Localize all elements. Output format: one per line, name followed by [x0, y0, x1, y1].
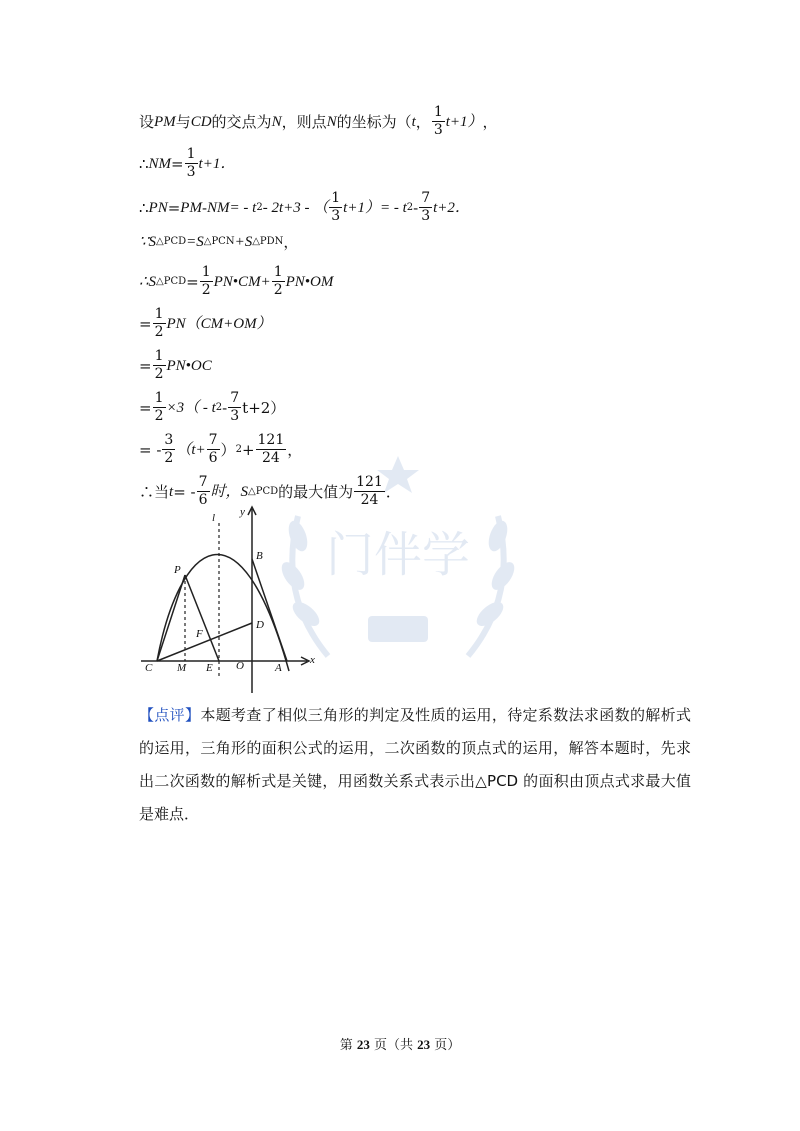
subscript: △PDN [252, 236, 284, 247]
text: （t+ [176, 441, 206, 458]
label-c: C [145, 662, 153, 674]
text: ∵S [139, 234, 157, 250]
page-number: 23 [356, 1037, 370, 1052]
text: 时，S [210, 483, 249, 500]
line-nm [139, 146, 235, 181]
fraction: $\frac{7}{6}$ [208, 432, 218, 466]
subscript: △PCD [156, 236, 187, 247]
label-y: y [240, 506, 245, 518]
page-footer [0, 1034, 800, 1053]
fraction: $\frac{121}{24}$ [257, 432, 285, 466]
text: ， [287, 440, 303, 459]
text: - 2t+3 - （ [262, 199, 329, 216]
text: t+2． [433, 199, 470, 216]
total-pages: 23 [417, 1037, 431, 1052]
line-pn [139, 190, 470, 225]
text: 的坐标为（ [336, 112, 412, 131]
text: = - t [229, 199, 257, 216]
comment-body: 本题考查了相似三角形的判定及性质的运用，待定系数法求函数的解析式的运用，三角形的面积公式的运用，二次函数的顶点式的运用，解答本题时，先求出二次函数的解析式是关键，用函数关系式表示出△PCD 的面积由顶点式求最大值是难点． [139, 706, 691, 823]
var-cd: CD [190, 113, 212, 130]
text: PN•OC [166, 357, 212, 374]
text: = [139, 398, 152, 417]
exponent: 2 [235, 443, 242, 455]
text: t+2） [242, 398, 286, 417]
footer-text: 页） [430, 1038, 461, 1053]
fraction: $\frac{1}{2}$ [273, 264, 283, 298]
text: - [413, 198, 419, 217]
var-nm: NM [148, 155, 172, 172]
text: 与 [175, 112, 191, 131]
segment-cd [157, 623, 252, 661]
var-t: t [169, 483, 174, 500]
segment-pc [157, 575, 185, 661]
text: = [171, 154, 184, 173]
text: - [222, 398, 228, 417]
text: t+1）= - t [343, 199, 407, 216]
text: + [241, 440, 255, 459]
fraction: $\frac{7}{3}$ [230, 390, 240, 424]
fraction: $\frac{1}{3}$ [331, 190, 341, 224]
var-nm: NM [207, 199, 230, 216]
fraction: $\frac{1}{2}$ [154, 348, 164, 382]
text: ∴当 [139, 482, 170, 501]
fraction: $\frac{7}{3}$ [421, 190, 431, 224]
text: PN（CM+OM） [166, 315, 272, 332]
fraction: $\frac{7}{6}$ [198, 474, 208, 508]
text: ） [220, 440, 236, 459]
footer-text: 页（共 [369, 1038, 418, 1053]
exponent: 2 [406, 201, 414, 213]
segment-ba [252, 559, 287, 661]
var-pm: PM [180, 199, 202, 216]
label-o: O [236, 660, 244, 672]
text: t+1． [198, 155, 236, 172]
text: ， [482, 112, 498, 131]
var-t: t [411, 113, 416, 130]
var-n: N [271, 113, 282, 130]
text: ． [385, 482, 401, 501]
comment-tag: 【点评】 [139, 706, 201, 724]
text: ，则点 [281, 112, 327, 131]
exponent: 2 [215, 401, 223, 413]
fraction: $\frac{1}{2}$ [201, 264, 211, 298]
subscript: △PCD [156, 275, 187, 287]
text: 的最大值为 [278, 482, 354, 501]
label-a: A [275, 662, 282, 674]
label-l: l [212, 512, 216, 524]
fraction: $\frac{1}{3}$ [433, 104, 443, 138]
exponent: 2 [256, 201, 263, 213]
fraction: $\frac{121}{24}$ [356, 474, 383, 508]
label-e: E [206, 662, 213, 674]
text: = [167, 198, 181, 217]
line-area-sum [139, 232, 298, 252]
parabola-figure [139, 503, 329, 698]
text: = - [173, 482, 196, 501]
label-p: P [174, 564, 181, 576]
line-step-3 [139, 390, 285, 425]
label-b: B [256, 550, 263, 562]
var-pm: PM [154, 113, 176, 130]
text: = - [139, 440, 162, 459]
text: = [186, 272, 199, 291]
label-d: D [256, 619, 264, 631]
text: PN•OM [285, 273, 334, 290]
text: = [139, 314, 152, 333]
text: - [201, 198, 208, 217]
text: ×3（ - t [166, 399, 216, 416]
text: PN•CM+ [213, 273, 271, 290]
text: ∴ [139, 154, 149, 173]
line-vertex-form [139, 432, 302, 467]
line-coordinate-n [139, 104, 498, 139]
text: ， [415, 112, 431, 131]
var-pn: PN [148, 199, 168, 216]
line-area-formula [139, 264, 333, 299]
text: ， [283, 233, 299, 251]
text: =S [186, 234, 204, 250]
text: +S [234, 234, 253, 250]
subscript: △PCD [248, 485, 279, 497]
line-step-2 [139, 348, 212, 383]
fraction: $\frac{1}{2}$ [154, 306, 164, 340]
fraction: $\frac{3}{2}$ [164, 432, 174, 466]
text: t+1） [445, 113, 483, 130]
fraction: $\frac{1}{3}$ [186, 146, 196, 180]
label-x: x [310, 654, 315, 666]
subscript: △PCN [203, 236, 235, 247]
text: ∴S [139, 273, 157, 290]
var-n: N [326, 113, 337, 130]
label-m: M [177, 662, 187, 674]
watermark-text: 门伴学 [325, 527, 471, 583]
text: 的交点为 [211, 112, 272, 131]
comment-paragraph [139, 699, 691, 831]
line-step-1 [139, 306, 272, 341]
text: 设 [139, 112, 155, 131]
fraction: $\frac{1}{2}$ [154, 390, 164, 424]
text: = [139, 356, 152, 375]
footer-text: 第 [339, 1038, 357, 1053]
text: ∴ [139, 198, 149, 217]
label-f: F [196, 628, 203, 640]
